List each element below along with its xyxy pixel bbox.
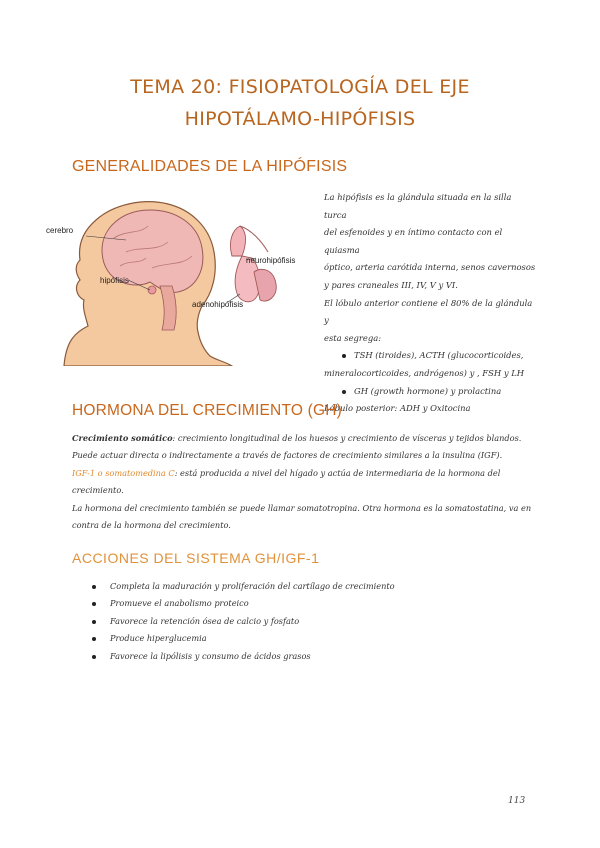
bullet-dot (342, 390, 346, 394)
bullet-item (324, 383, 536, 401)
list-item-text: Favorece la retención ósea de calcio y fosfato (110, 615, 300, 626)
paragraph: Puede actuar directa o indirectamente a través de factores de crecimiento similares a la insulina (IGF). (72, 450, 503, 461)
bullet-dot (92, 585, 96, 589)
heading-generalidades: GENERALIDADES DE LA HIPÓFISIS (72, 158, 348, 175)
label-adenohipofisis: adenohipófisis (192, 300, 244, 309)
bullet-text: TSH (tiroides), ACTH (glucocorticoides, (354, 350, 524, 361)
bullet-dot (92, 620, 96, 624)
text-line: esta segrega: (324, 332, 382, 343)
paragraph-text: : crecimiento longitudinal de los huesos y crecimiento de vísceras y tejidos blandos. (172, 433, 522, 443)
term-igf1: IGF-1 o somatomedina C (72, 467, 175, 478)
text-line: y pares craneales III, IV, V y VI. (324, 279, 458, 290)
list-item (88, 578, 488, 595)
list-item (88, 595, 488, 612)
paragraph (72, 430, 532, 447)
paragraph-text: : está producida a nivel del hígado y actúa de intermediaria de la hormona del (174, 467, 501, 478)
paragraph: contra de la hormona del crecimiento. (72, 520, 231, 531)
text-line: del esfenoides y en íntimo contacto con el quiasma (324, 227, 503, 255)
bullet-dot (92, 655, 96, 659)
bullet-item (324, 347, 536, 365)
bullet-text: GH (growth hormone) y prolactina (354, 385, 502, 396)
list-item-text: Produce hiperglucemia (110, 633, 207, 644)
list-item-text: Promueve el anabolismo proteico (110, 598, 249, 609)
text-line: El lóbulo anterior contiene el 80% de la glándula y (324, 297, 533, 326)
bullet-dot (92, 602, 96, 606)
paragraph (72, 465, 532, 482)
hipofisis-description (324, 189, 536, 418)
text-line: mineralocorticoides, andrógenos) y , FSH y LH (324, 367, 525, 378)
head-pituitary-figure (46, 190, 316, 366)
text-line: La hipófisis es la glándula situada en la silla turca (324, 192, 512, 220)
head-illustration (56, 190, 316, 366)
paragraph: La hormona del crecimiento también se puede llamar somatotropina. Otra hormona es la somatostatina, va en (72, 502, 532, 513)
list-item (88, 630, 488, 647)
text-line: óptico, arteria carótida interna, senos cavernosos (324, 262, 536, 273)
page-number: 113 (508, 796, 526, 806)
bullet-dot (92, 637, 96, 641)
text-line: Lóbulo posterior: ADH y Oxitocina (324, 403, 471, 414)
label-hipofisis: hipófisis (100, 276, 129, 285)
term-crecimiento-somatico: Crecimiento somático (72, 433, 173, 443)
paragraph: crecimiento. (72, 485, 124, 496)
list-item-text: Completa la maduración y proliferación del cartílago de crecimiento (110, 581, 395, 591)
heading-hormona-crecimiento: HORMONA DEL CRECIMIENTO (GH) (72, 402, 342, 419)
bullet-dot (342, 354, 346, 358)
page-title-line-2: HIPOTÁLAMO-HIPÓFISIS (184, 108, 416, 130)
acciones-list (88, 578, 488, 665)
page-title-line-1: TEMA 20: FISIOPATOLOGÍA DEL EJE (130, 76, 470, 98)
heading-acciones: ACCIONES DEL SISTEMA GH/IGF-1 (72, 550, 320, 566)
list-item (88, 613, 488, 630)
label-neurohipofisis: neurohipófisis (246, 256, 296, 265)
label-cerebro: cerebro (46, 226, 74, 235)
list-item-text: Favorece la lipólisis y consumo de ácidos grasos (110, 650, 311, 661)
list-item (88, 648, 488, 665)
gh-description (72, 430, 532, 534)
